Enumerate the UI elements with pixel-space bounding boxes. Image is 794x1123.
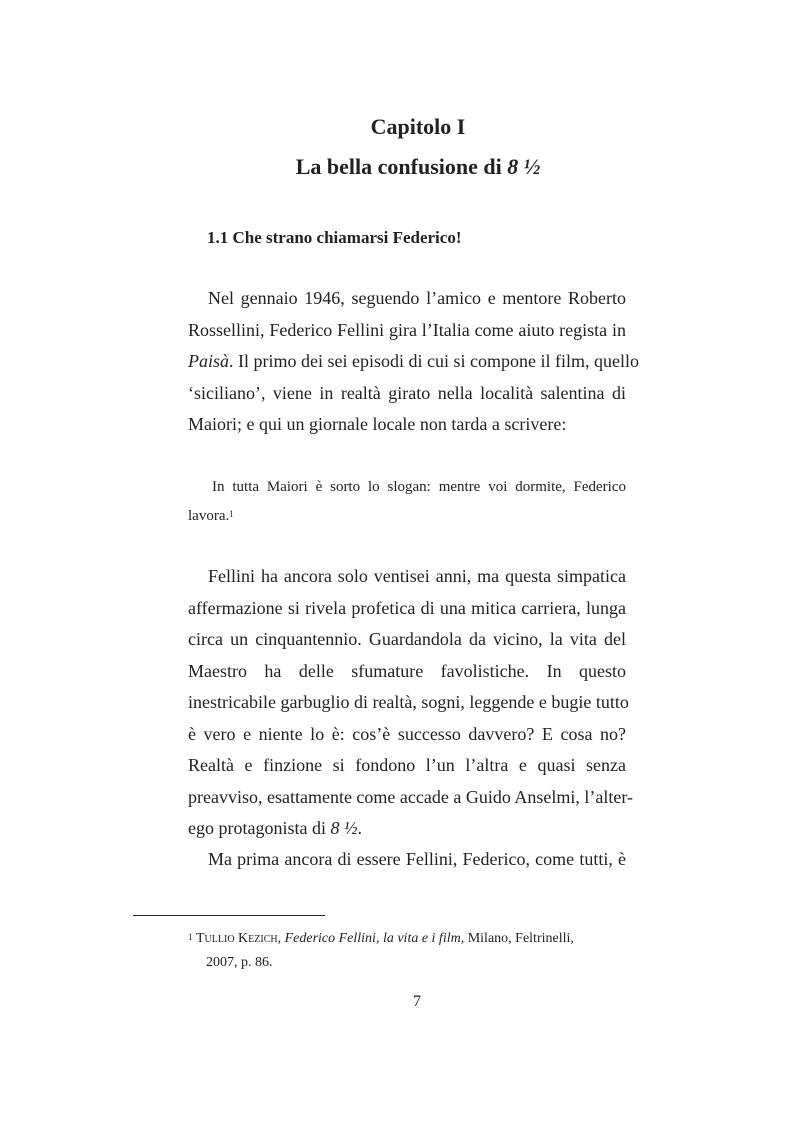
footnote-title: Federico Fellini, la vita e i film	[284, 931, 461, 946]
p2-line-8: preavviso, esattamente come accade a Guido Anselmi, l’alter-	[188, 786, 633, 807]
chapter-title-film: 8 ½	[507, 154, 541, 179]
paragraph-2	[188, 561, 633, 845]
p2-line-9-end: .	[357, 818, 362, 838]
quote-line-1: In tutta Maiori è sorto lo slogan: mentre voi dormite, Federico	[212, 479, 626, 495]
p1-line-3-rest: . Il primo dei sei episodi di cui si compone il film, quello	[229, 351, 639, 371]
p2-line-4: Maestro ha delle sfumature favolistiche. In questo	[188, 660, 626, 681]
p1-line-1: Nel gennaio 1946, seguendo l’amico e mentore Roberto	[208, 288, 626, 308]
p2-film-title: 8 ½	[330, 818, 358, 838]
footnote-sep: ,	[277, 931, 285, 946]
footnote-line-1	[188, 927, 608, 951]
quote-line-2-text: lavora.	[188, 508, 230, 524]
p1-line-4: ‘siciliano’, viene in realtà girato nella località salentina di	[188, 382, 626, 403]
footnote-number: 1	[188, 932, 193, 942]
p2-line-5: inestricabile garbuglio di realtà, sogni, leggende e bugie tutto	[188, 692, 629, 712]
paragraph-1	[188, 283, 639, 441]
p1-line-3	[188, 346, 639, 378]
p2-line-7: Realtà e finzione si fondono l’un l’altra e quasi senza	[188, 755, 626, 775]
chapter-title	[188, 154, 648, 180]
p1-line-5: Maiori; e qui un giornale locale non tarda a scrivere:	[188, 414, 567, 434]
paragraph-3	[188, 844, 626, 876]
quote-line-2	[188, 502, 626, 531]
p1-film-title: Paisà	[188, 351, 230, 371]
p2-line-1: Fellini ha ancora solo ventisei anni, ma questa simpatica	[208, 566, 626, 586]
p2-line-6: è vero e niente lo è: cos’è successo davvero? E cosa no?	[188, 723, 626, 744]
footnote-line-2: 2007, p. 86.	[206, 955, 273, 970]
p2-line-3: circa un cinquantennio. Guardandola da vicino, la vita del	[188, 629, 626, 649]
footnote-rest-1: , Milano, Feltrinelli,	[460, 931, 574, 946]
block-quote	[188, 473, 626, 531]
p1-line-2: Rossellini, Federico Fellini gira l’Italia come aiuto regista in	[188, 319, 626, 340]
footnote-ref: 1	[229, 509, 234, 519]
section-heading: 1.1 Che strano chiamarsi Federico!	[207, 228, 462, 247]
chapter-title-text: La bella confusione di	[295, 154, 508, 179]
p2-line-2: affermazione si rivela profetica di una mitica carriera, lunga	[188, 597, 626, 618]
footnote-rule	[133, 915, 325, 916]
chapter-number: Capitolo I	[370, 114, 466, 139]
page-number: 7	[413, 993, 421, 1010]
footnote	[188, 927, 608, 975]
p2-line-9-start: ego protagonista di	[188, 818, 331, 838]
p2-line-9	[188, 813, 626, 845]
footnote-author: Tullio Kezich	[196, 931, 278, 946]
p3-line-1: Ma prima ancora di essere Fellini, Federico, come tutti, è	[208, 849, 626, 869]
